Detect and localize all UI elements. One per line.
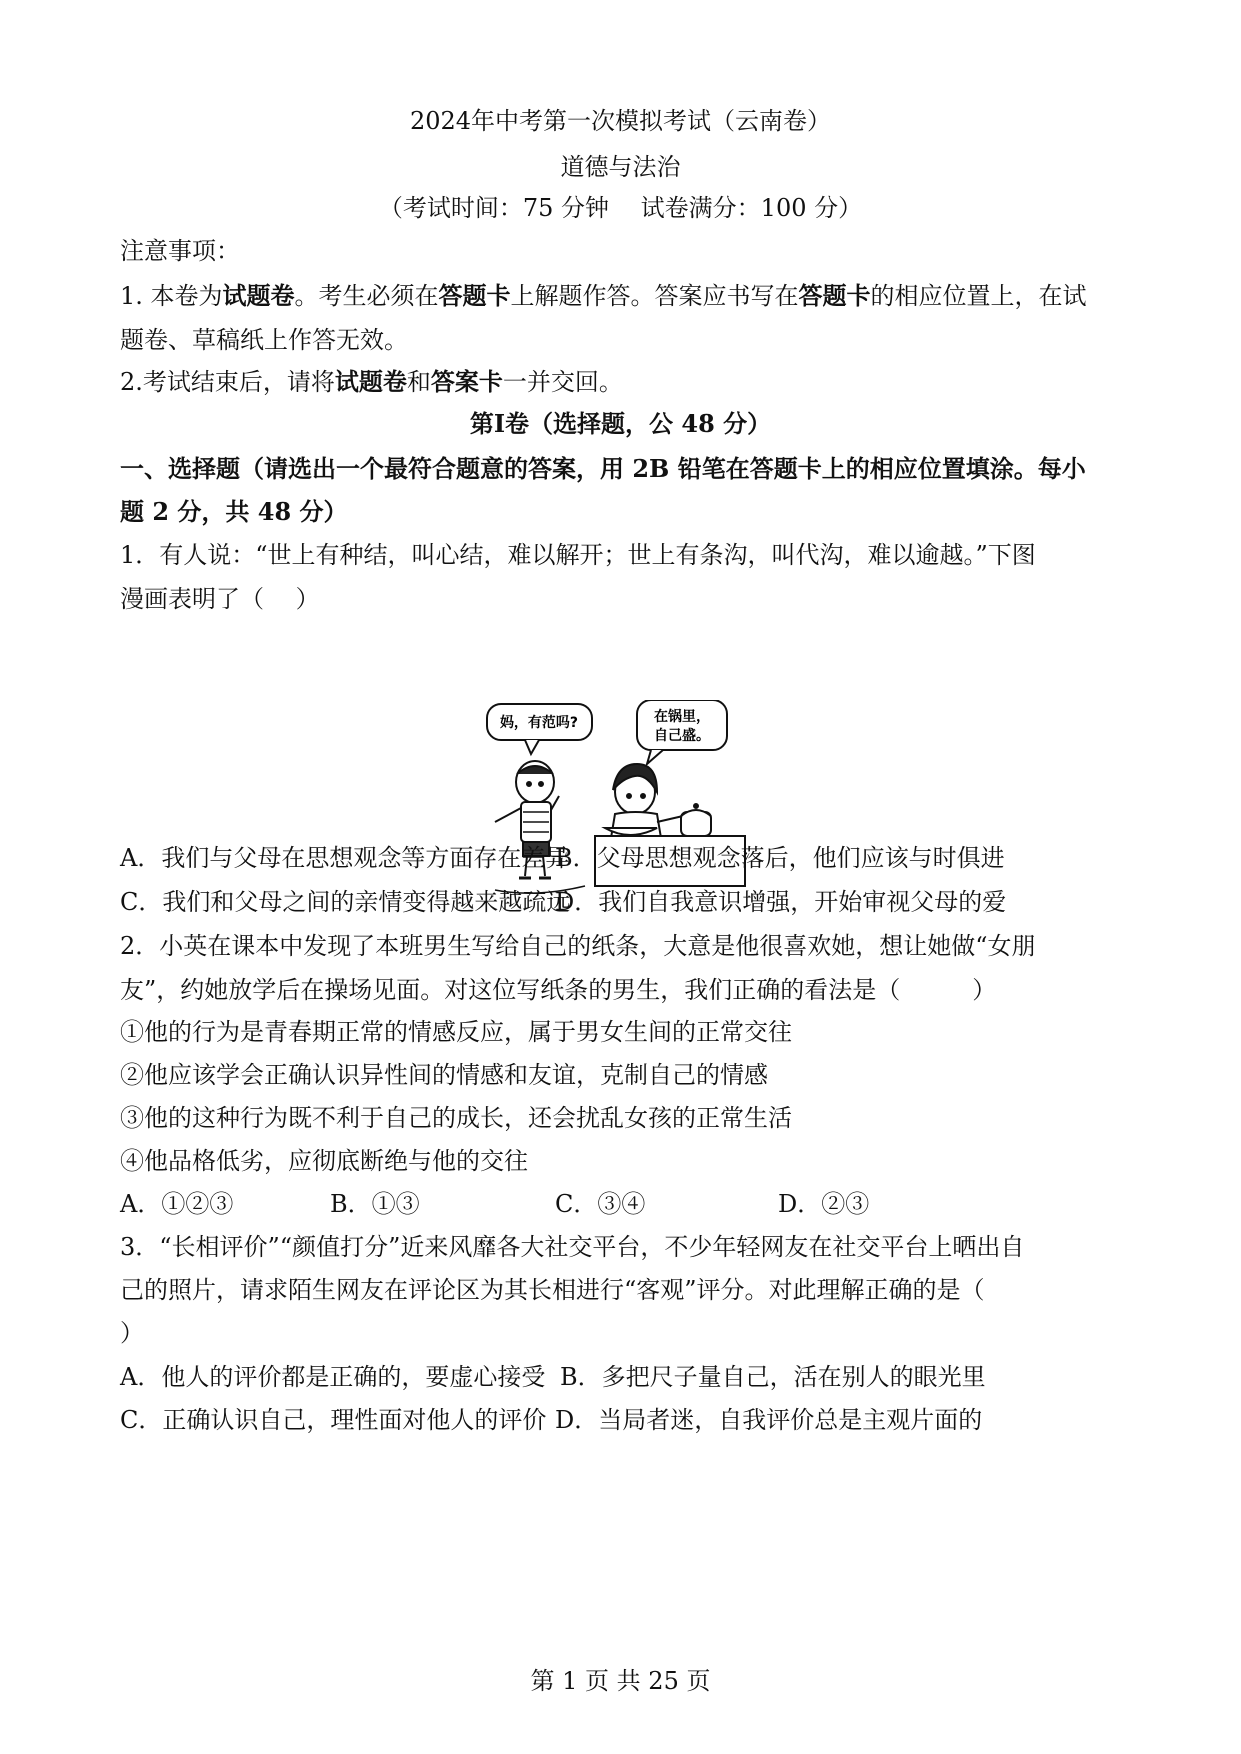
note-2-text-b: 和 xyxy=(406,368,431,396)
note-2-text-a: 2.考试结束后，请将 xyxy=(120,368,335,396)
mom-bubble-text-line2: 自己盛。 xyxy=(654,728,710,744)
q2-statement-2: ②他应该学会正确认识异性间的情感和友谊，克制自己的情感 xyxy=(120,1061,768,1089)
q1-option-d[interactable]: D．我们自我意识增强，开始审视父母的爱 xyxy=(555,888,1007,916)
q2-option-b[interactable]: B．①③ xyxy=(330,1190,420,1218)
section-instruction-line1: 一、选择题（请选出一个最符合题意的答案，用 2B 铅笔在答题卡上的相应位置填涂。每小 xyxy=(120,454,1086,483)
note-1 xyxy=(120,281,1087,311)
note-1-text-b: 。考生必须在 xyxy=(294,282,439,310)
mom-bubble-text-line1: 在锅里， xyxy=(654,709,710,725)
note-1-bold-c: 答题卡 xyxy=(798,281,871,310)
subject-title: 道德与法治 xyxy=(560,153,681,181)
q2-statement-3: ③他的这种行为既不利于自己的成长，还会扰乱女孩的正常生活 xyxy=(120,1104,792,1132)
q3-stem-line2: 己的照片，请求陌生网友在评论区为其长相进行“客观”评分。对此理解正确的是（ xyxy=(120,1276,985,1304)
exam-title: 2024年中考第一次模拟考试（云南卷） xyxy=(409,107,832,135)
section-title: 第Ⅰ卷（选择题，公 48 分） xyxy=(469,409,772,438)
mom-speech-bubble xyxy=(637,700,727,764)
q2-stem-line1: 2．小英在课本中发现了本班男生写给自己的纸条，大意是他很喜欢她，想让她做“女朋 xyxy=(120,932,1036,960)
q1-option-b[interactable]: B．父母思想观念落后，他们应该与时俱进 xyxy=(555,844,1005,872)
note-2 xyxy=(120,367,623,397)
q2-option-d[interactable]: D．②③ xyxy=(778,1190,870,1218)
note-2-bold-a: 试题卷 xyxy=(334,367,407,396)
mom-figure xyxy=(611,764,683,838)
note-1-text-d: 的相应位置上，在试 xyxy=(870,282,1087,310)
boy-speech-bubble xyxy=(487,704,592,754)
q1-stem-line2: 漫画表明了（ ） xyxy=(120,585,320,613)
note-1-text-c: 上解题作答。答案应书写在 xyxy=(510,282,799,310)
note-2-bold-b: 答案卡 xyxy=(430,367,503,396)
q1-stem-line1: 1．有人说：“世上有种结，叫心结，难以解开；世上有条沟，叫代沟，难以逾越。”下图 xyxy=(120,541,1036,569)
q1-option-c[interactable]: C．我们和父母之间的亲情变得越来越疏远 xyxy=(120,888,571,916)
note-1-bold-a: 试题卷 xyxy=(222,281,295,310)
note-2-text-c: 一并交回。 xyxy=(502,368,623,396)
q1-option-a[interactable]: A．我们与父母在思想观念等方面存在差异 xyxy=(120,844,570,872)
q2-option-c[interactable]: C．③④ xyxy=(555,1190,646,1218)
note-1-bold-b: 答题卡 xyxy=(438,281,511,310)
page-number: 第 1 页 共 25 页 xyxy=(530,1667,711,1695)
boy-bubble-text: 妈，有范吗? xyxy=(499,715,579,731)
time-info: （考试时间：75 分钟 试卷满分：100 分） xyxy=(378,194,863,222)
q2-stem-line2: 友”，约她放学后在操场见面。对这位写纸条的男生，我们正确的看法是（ ） xyxy=(120,976,997,1004)
q2-option-a[interactable]: A．①②③ xyxy=(120,1190,234,1218)
note-1-continued: 题卷、草稿纸上作答无效。 xyxy=(120,326,408,354)
q2-statement-1: ①他的行为是青春期正常的情感反应，属于男女生间的正常交往 xyxy=(120,1018,792,1046)
q2-statement-4: ④他品格低劣，应彻底断绝与他的交往 xyxy=(120,1147,528,1175)
section-instruction-line2: 题 2 分，共 48 分） xyxy=(120,497,348,526)
note-1-text-a: 1. 本卷为 xyxy=(120,282,223,310)
q3-stem-line3: ） xyxy=(120,1319,144,1347)
q3-stem-line1: 3．“长相评价”“颜值打分”近来风靡各大社交平台，不少年轻网友在社交平台上晒出自 xyxy=(120,1233,1025,1261)
q3-option-d[interactable]: D．当局者迷，自我评价总是主观片面的 xyxy=(555,1406,983,1434)
notes-heading: 注意事项： xyxy=(120,237,240,265)
boy-figure xyxy=(495,761,585,893)
q3-option-c[interactable]: C．正确认识自己，理性面对他人的评价 xyxy=(120,1406,547,1434)
q3-option-b[interactable]: B．多把尺子量自己，活在别人的眼光里 xyxy=(560,1363,986,1391)
q3-option-a[interactable]: A．他人的评价都是正确的，要虚心接受 xyxy=(120,1363,546,1391)
